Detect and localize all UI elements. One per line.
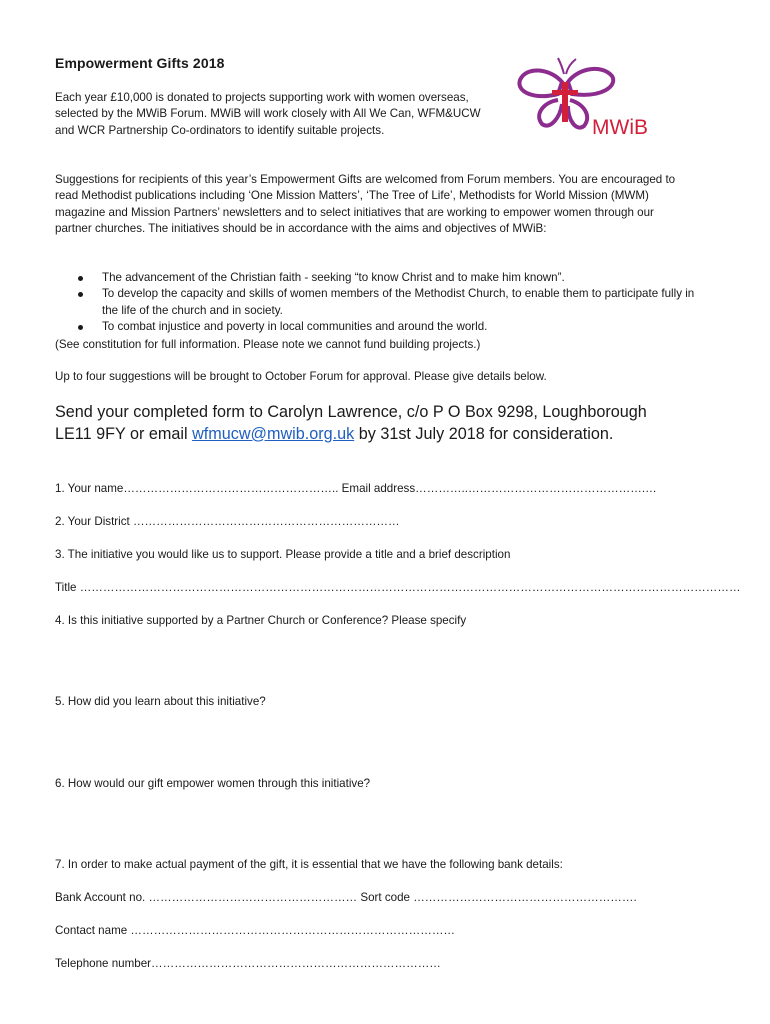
mwib-logo [512,52,652,142]
up-to-four-note: Up to four suggestions will be brought to October Forum for approval. Please give details below. [55,370,547,383]
list-item: The advancement of the Christian faith - seeking “to know Christ and to make him known”. [55,270,695,286]
name-email-field[interactable]: 1. Your name……………………………………………….. Email address…………..……………………………………….… [55,482,657,495]
district-field[interactable]: 2. Your District …………………………………………………………… [55,515,400,528]
title-field[interactable]: Title ……………………………………………………………………………………………………………………………………………………… [55,581,741,594]
question-5: 5. How did you learn about this initiative? [55,695,266,708]
telephone-field[interactable]: Telephone number………………………………………………………………… [55,957,441,970]
email-link[interactable]: wfmucw@mwib.org.uk [192,424,355,443]
logo-text: MWiB [592,116,648,139]
bullet-icon [78,292,83,297]
question-4: 4. Is this initiative supported by a Partner Church or Conference? Please specify [55,614,467,627]
list-item: To combat injustice and poverty in local communities and around the world. [55,319,695,335]
list-item: To develop the capacity and skills of women members of the Methodist Church, to enable them to participate fully in the life of the church and in society. [55,286,695,319]
page-title: Empowerment Gifts 2018 [55,55,225,71]
suggestions-paragraph: Suggestions for recipients of this year’s Empowerment Gifts are welcomed from Forum members. You are encouraged to read Methodist publications including ‘One Mission Matters’, ‘The Tree of Life’, Methodists for World Mission (MWM) magazine and Mission Partners’ newsletters and to select initiatives that are working to empower women through our partner churches. The initiatives should be in accordance with the aims and objectives of MWiB: [55,173,676,235]
butterfly-logo-icon [512,52,652,142]
contact-name-field[interactable]: Contact name ………………………………………………………………………… [55,924,456,937]
question-6: 6. How would our gift empower women through this initiative? [55,777,371,790]
constitution-note: (See constitution for full information. Please note we cannot fund building projects.) [55,338,481,351]
aims-list [55,270,695,335]
question-7: 7. In order to make actual payment of the gift, it is essential that we have the following bank details: [55,858,563,871]
send-instructions: Send your completed form to Carolyn Lawrence, c/o P O Box 9298, Loughborough LE11 9FY or email wfmucw@mwib.org.uk by 31st July 2018 for consideration. [55,403,647,443]
bullet-icon [78,325,83,330]
question-3: 3. The initiative you would like us to support. Please provide a title and a brief description [55,548,511,561]
bullet-icon [78,276,83,281]
intro-paragraph: Each year £10,000 is donated to projects supporting work with women overseas, selected by the MWiB Forum. MWiB will work closely with All We Can, WFM&UCW and WCR Partnership Co-ordinators to identify suitable projects. [55,91,481,137]
bank-details-field[interactable]: Bank Account no. ……………………………………………… Sort code …………………………………………………. [55,891,637,904]
